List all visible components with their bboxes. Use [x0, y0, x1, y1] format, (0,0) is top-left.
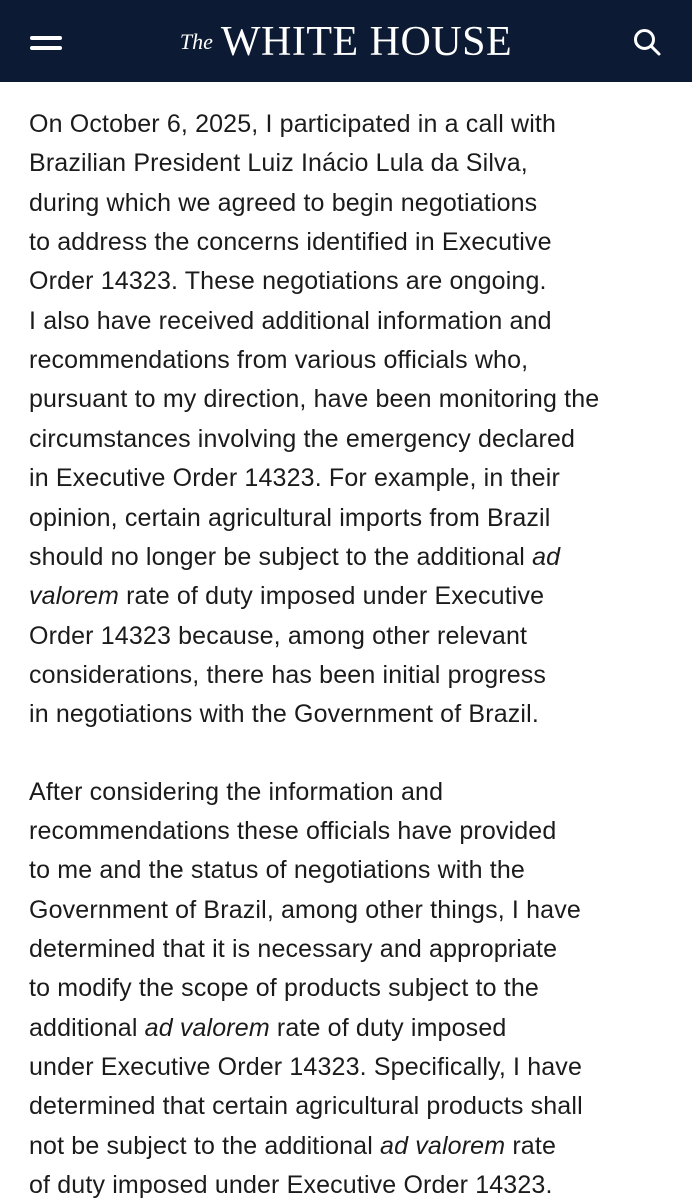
article-line — [29, 1009, 506, 1048]
article-line: to modify the scope of products subject to the — [29, 974, 539, 1003]
article-line: On October 6, 2025, I participated in a call with — [29, 110, 557, 138]
italic-term: ad valorem — [144, 1013, 270, 1042]
menu-button[interactable] — [26, 26, 66, 58]
text-run: additional — [29, 1013, 145, 1042]
article-line: determined that it is necessary and appropriate — [29, 935, 558, 963]
site-header — [0, 0, 692, 82]
text-run: not be subject to the additional — [29, 1131, 381, 1160]
article-line: Government of Brazil, among other things, I have — [29, 895, 581, 924]
article-line — [29, 538, 560, 577]
article-line: pursuant to my direction, have been monitoring the — [29, 385, 600, 414]
article-line: of duty imposed under Executive Order 14323. — [29, 1171, 553, 1200]
hamburger-menu-icon — [26, 26, 66, 58]
article-line: recommendations from various officials who, — [29, 346, 529, 375]
logo-the: The — [179, 29, 213, 54]
site-logo-link[interactable] — [180, 18, 512, 66]
article-line: opinion, certain agricultural imports from Brazil — [29, 503, 551, 532]
article-line: After considering the information and — [29, 777, 444, 806]
article-line — [29, 1127, 556, 1166]
article-line: Brazilian President Luiz Inácio Lula da Silva, — [29, 149, 528, 178]
text-run: rate — [505, 1131, 556, 1160]
italic-term: valorem — [29, 582, 119, 611]
text-run: should no longer be subject to the additional — [29, 542, 533, 571]
article-line: Order 14323 because, among other relevant — [29, 621, 528, 650]
article-line: circumstances involving the emergency declared — [29, 424, 576, 453]
article-line: to address the concerns identified in Executive — [29, 228, 552, 257]
article-line: in negotiations with the Government of Brazil. — [29, 700, 539, 729]
italic-term: ad valorem — [380, 1131, 506, 1160]
article-line: recommendations these officials have provided — [29, 816, 557, 845]
article-line: I also have received additional information and — [29, 306, 552, 335]
article-line: Order 14323. These negotiations are ongoing. — [29, 267, 547, 296]
text-run: rate of duty imposed under Executive — [118, 582, 545, 611]
article-line: determined that certain agricultural products shall — [29, 1092, 583, 1121]
search-icon — [632, 27, 662, 57]
article-line: in Executive Order 14323. For example, in their — [29, 464, 560, 493]
search-button[interactable] — [632, 27, 662, 57]
article-line: to me and the status of negotiations with the — [29, 856, 525, 885]
article-line — [29, 577, 544, 616]
article-line: under Executive Order 14323. Specifically, I have — [29, 1053, 583, 1082]
italic-term: ad — [532, 542, 561, 571]
site-logo — [0, 0, 692, 82]
text-run: rate of duty imposed — [269, 1013, 507, 1042]
logo-name: WHITE HOUSE — [220, 19, 513, 65]
article-line: considerations, there has been initial progress — [29, 660, 547, 689]
article-line: during which we agreed to begin negotiations — [29, 188, 538, 217]
